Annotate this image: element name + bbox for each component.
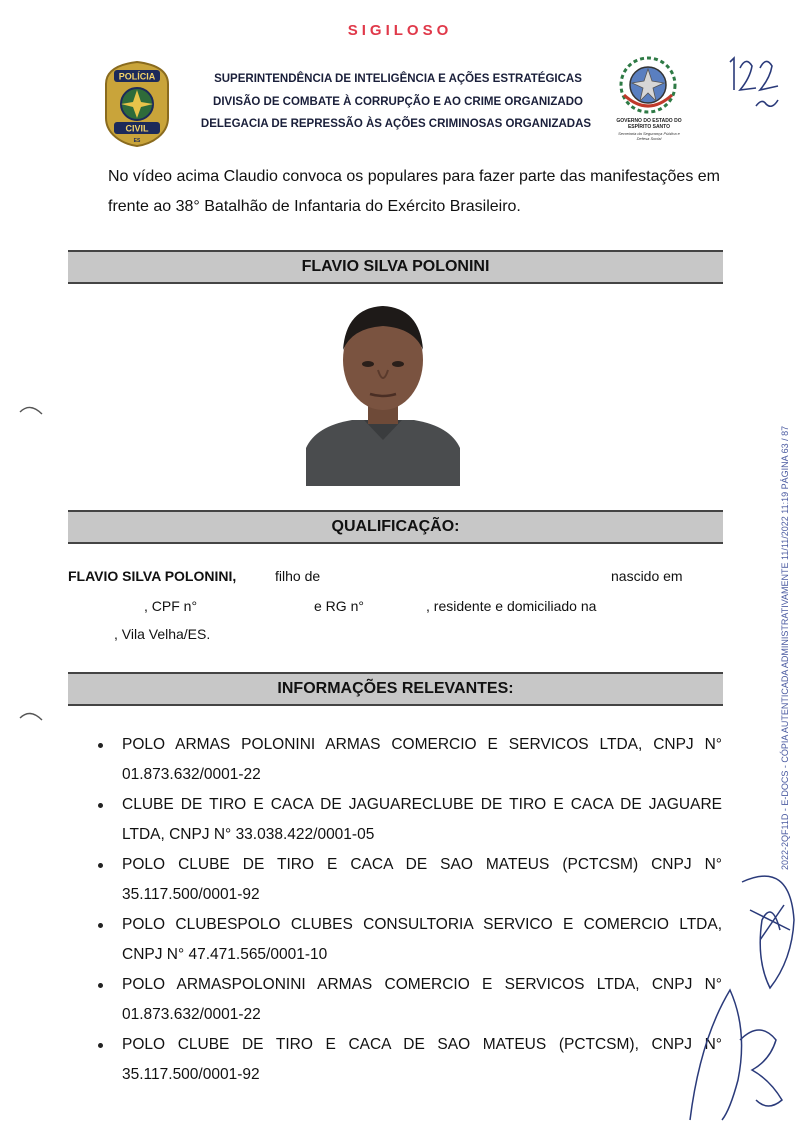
authentication-stamp-text: 2022-2QF11D - E-DOCS - CÓPIA AUTENTICADA ADMINISTRATIVAMENTE 11/11/2022 11:19 PÁGINA 63 / 87 bbox=[780, 425, 790, 870]
qualification-city: , Vila Velha/ES. bbox=[114, 626, 211, 642]
authentication-stamp bbox=[780, 290, 796, 870]
coat-of-arms-icon bbox=[618, 55, 678, 117]
badge-top-text: POLÍCIA bbox=[118, 71, 156, 82]
bullet-icon bbox=[98, 743, 103, 748]
list-item bbox=[96, 1030, 722, 1090]
qualification-cpf: , CPF n° bbox=[144, 598, 198, 614]
section-title-name: FLAVIO SILVA POLONINI bbox=[68, 250, 723, 284]
list-item bbox=[96, 730, 722, 790]
margin-mark bbox=[20, 713, 42, 720]
list-item bbox=[96, 790, 722, 850]
signature-icon bbox=[742, 876, 794, 988]
bullet-icon bbox=[98, 983, 103, 988]
qualification-filho: filho de bbox=[275, 568, 321, 584]
list-item-line2: LTDA, CNPJ N° 33.038.422/0001-05 bbox=[122, 826, 375, 843]
header-line-2: DIVISÃO DE COMBATE À CORRUPÇÃO E AO CRIME ORGANIZADO bbox=[213, 96, 583, 108]
list-item-line1: POLO ARMAS POLONINI ARMAS COMERCIO E SERVICOS LTDA, CNPJ N° bbox=[122, 736, 722, 753]
section-title-qualification: QUALIFICAÇÃO: bbox=[68, 510, 723, 544]
badge-bottom-text: CIVIL bbox=[125, 123, 149, 134]
bullet-icon bbox=[98, 863, 103, 868]
qualification-residente: , residente e domiciliado na bbox=[426, 598, 597, 614]
government-label: GOVERNO DO ESTADO DO ESPÍRITO SANTO bbox=[616, 118, 682, 130]
list-item-line2: 01.873.632/0001-22 bbox=[122, 766, 261, 783]
list-item bbox=[96, 970, 722, 1030]
list-item-line2: 35.117.500/0001-92 bbox=[122, 1066, 260, 1083]
margin-mark bbox=[20, 407, 42, 414]
list-item-line2: 35.117.500/0001-92 bbox=[122, 886, 260, 903]
list-item-line1: CLUBE DE TIRO E CACA DE JAGUARECLUBE DE TIRO E CACA DE JAGUARE bbox=[122, 796, 722, 813]
relevant-list bbox=[96, 730, 722, 1090]
intro-paragraph: No vídeo acima Claudio convoca os populares para fazer parte das manifestações em frente ao 38° Batalhão de Infantaria do Exército Brasileiro. bbox=[108, 168, 720, 215]
person-photo bbox=[306, 298, 460, 486]
handwritten-page-number bbox=[726, 54, 786, 114]
bullet-icon bbox=[98, 923, 103, 928]
qualification-name: FLAVIO SILVA POLONINI, bbox=[68, 568, 237, 584]
bullet-icon bbox=[98, 803, 103, 808]
list-item-line2: 01.873.632/0001-22 bbox=[122, 1006, 261, 1023]
police-badge-icon bbox=[104, 60, 170, 148]
badge-state-text: ES bbox=[133, 138, 141, 144]
list-item bbox=[96, 850, 722, 910]
list-item bbox=[96, 910, 722, 970]
list-item-line1: POLO ARMASPOLONINI ARMAS COMERCIO E SERVICOS LTDA, CNPJ N° bbox=[122, 976, 722, 993]
header-line-1: SUPERINTENDÊNCIA DE INTELIGÊNCIA E AÇÕES ESTRATÉGICAS bbox=[214, 73, 582, 85]
list-item-line1: POLO CLUBESPOLO CLUBES CONSULTORIA SERVICO E COMERCIO LTDA, bbox=[122, 916, 722, 933]
government-subtitle: Secretaria da Segurança Pública e Defesa Social bbox=[618, 131, 680, 141]
list-item-line1: POLO CLUBE DE TIRO E CACA DE SAO MATEUS (PCTCSM), CNPJ N° bbox=[122, 1036, 722, 1053]
bullet-icon bbox=[98, 1043, 103, 1048]
list-item-line2: CNPJ N° 47.471.565/0001-10 bbox=[122, 946, 328, 963]
qualification-nascido: nascido em bbox=[611, 568, 683, 584]
section-title-relevant: INFORMAÇÕES RELEVANTES: bbox=[68, 672, 723, 706]
header-line-3: DELEGACIA DE REPRESSÃO ÀS AÇÕES CRIMINOSAS ORGANIZADAS bbox=[200, 118, 592, 130]
qualification-rg: e RG n° bbox=[314, 598, 364, 614]
classification-label: SIGILOSO bbox=[347, 22, 453, 39]
list-item-line1: POLO CLUBE DE TIRO E CACA DE SAO MATEUS (PCTCSM) CNPJ N° bbox=[122, 856, 722, 873]
